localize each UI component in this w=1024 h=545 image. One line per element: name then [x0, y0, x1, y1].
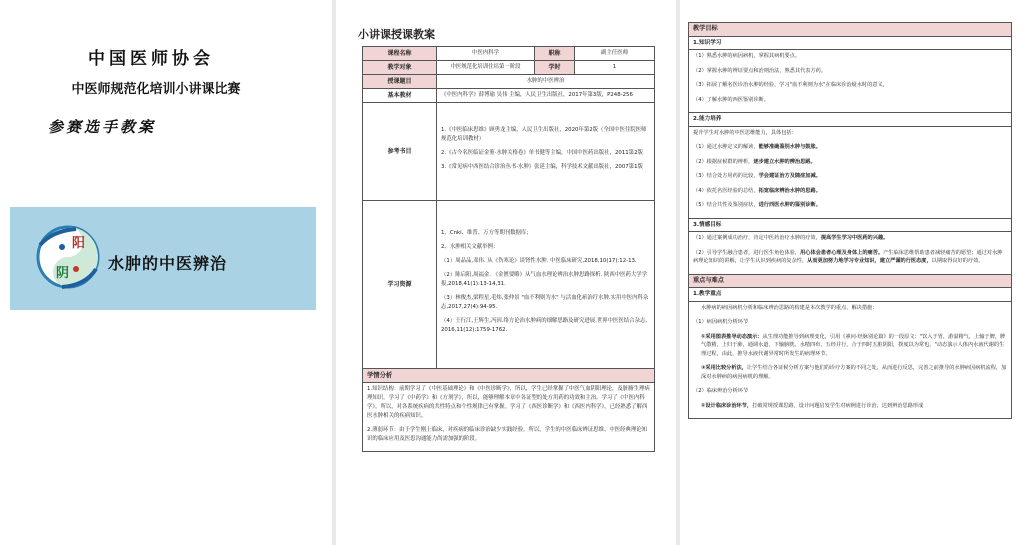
knowledge-item: （4）了解水肿的西医鉴别诊断。 [693, 96, 769, 103]
key-item: ②采用比较分析法，让学生结合各证候分析方案与他们的诊疗方案的不同之处，从而进行反思，完善之前推导的水肿病因病机流程，加深对水肿病的病因病机的理解。 [701, 365, 1007, 380]
resource-item: （4）王行江,王辉生,冯因.络方论治水肿病的细解思路及研究进展.世界中医医结合杂志,2016,11(12):1759-1762. [441, 318, 648, 333]
key-points-heading: 重点与难点 [689, 274, 1012, 288]
rank-value: 副主任医师 [575, 47, 655, 61]
refs-label: 参考书目 [363, 103, 437, 201]
emotion-item: （1）通过案例成功治疗，肯定中医药治疗水肿的疗效，提高学生学习中医药的兴趣。 [693, 235, 889, 241]
ability-item: （1）通过水肿定义的解读，能够准确鉴别水肿与鼓胀。 [693, 144, 821, 150]
audience-value: 中医规范化培训住培第一阶段 [437, 61, 535, 75]
resource-item: （2）陈启阳,周福金. 《金匮要略》从气血水理论辨治水肿思路探析. 陕西中医药大学学报,2018,41(1):13-14,31. [441, 272, 648, 287]
cover-competition-title: 中医师规范化培训小讲课比赛 [71, 82, 241, 97]
ref-item: 1.《中医临床思维》顾勇龙主编，人民卫生出版社，2020年第2版（全国中医住院医师规范化培训教材） [441, 127, 647, 142]
logo-yin-text: 阴 [56, 266, 70, 281]
knowledge-item: （3）拓展了解名医诊治水肿的经验，学习"血不利则为水"在临床诊治疑水时的意义。 [693, 82, 888, 88]
knowledge-list [689, 50, 1012, 113]
ability-heading: 2.能力培养 [689, 113, 1012, 127]
emotion-item: （2）引导学生融合患者，进行医生角色体验，用心体会患者心理及身体上的痛苦。产生临床思维帮助患者减轻痛苦的愿望；通过对水肿病理论知识的讲解，让学生认识到疾病的复杂性，从而更加努力地学习专业知识，建立严谨的行医态度，以期取得良好的疗效。 [693, 249, 1003, 264]
resources-list [437, 201, 655, 369]
lesson-plan-table [362, 46, 655, 452]
analysis-heading: 学情分析 [363, 369, 655, 383]
key-focus-heading: 1.教学重点 [689, 288, 1012, 302]
knowledge-heading: 1.知识学习 [689, 36, 1012, 50]
ref-item: 2.《古今名医临证金鉴·水肿关格卷》单书健等主编，中国中医药出版社，2011第2版 [441, 150, 643, 156]
cover-page [0, 0, 332, 545]
cover-banner [10, 207, 316, 310]
hours-label: 学时 [535, 61, 575, 75]
ability-list [689, 126, 1012, 218]
key-step: （1）病因病机分析环节 [693, 319, 749, 325]
resource-item: （3）林俊杰,梁程星,毛炜,张仲景 "血不利则为水" 与活血化瘀治疗水肿.实用中医内科杂志,2017,27(4):94-95. [441, 295, 649, 310]
analysis-item: 1.知识结构：前期学习了《中医基础理论》和《中医诊断学》，所以，学生已经掌握了中医气血阴阳理论，及脏腑生理病理知识。学习了《中药学》和《方剂学》，所以，能够理解本章中各证型的处方用药的功效和主治。学习了《中医内科学》，所以，对各系统疾病的共性特点和个性规律已有掌握。学习了《西医诊断学》和《西医内科学》，已经熟悉了解西医水肿相关的疾病知识。 [367, 386, 650, 419]
key-item: ①采用图表推导动态演示：从生理功能推导到病理变化，引用《素问·经脉别论篇》的一段原文："饮入于胃，游溢精气，上输于脾，脾气散精，上归于肺，通调水道，下输膀胱，水精四布，五经并行，合于四时五脏阴阳，揆度以为常也。"动态演示人体内水液代谢的生理过程，由此，推导水液代谢异常时所发生的病理环节。 [701, 333, 1006, 357]
key-intro: 水肿病的病因病机分析和临床辨治思路的构建是本次教学的重点，解决措施： [701, 304, 878, 311]
rank-label: 职称 [535, 47, 575, 61]
ability-item: （3）结合处方用药的比较，学会建证治方及随症加减。 [693, 173, 821, 179]
analysis-body [363, 383, 655, 452]
course-label: 课程名称 [363, 47, 437, 61]
resource-item: 1、Cnki、维普、万方等期刊数据库； [441, 230, 532, 236]
cover-banner-title: 水肿的中医辨治 [108, 254, 228, 273]
cover-org-title: 中国医师协会 [88, 49, 214, 69]
ability-item: （2）根据症候群的辨析，逐步建立水肿的辨治思路。 [693, 158, 816, 165]
ability-item: （5）结合共性及鉴别症状，进行西医水肿的鉴别诊断。 [693, 202, 821, 208]
ref-item: 3.《常见病中西医结合诊治丛书·水肿》张延主编，科学技术文献出版社，2007第1版 [441, 164, 643, 170]
resources-label: 学习资源 [363, 201, 437, 369]
key-item: ①设计临床诊治环节，打破常规授课思路，设计问题启发学生对病例进行诊治，达到辨治思路形成 [701, 402, 924, 409]
ability-intro: 提升学生对水肿的中医思维能力，具体包括： [693, 129, 797, 136]
goals-table [688, 22, 1012, 419]
emotion-heading: 3.情感目标 [689, 218, 1012, 232]
topic-value: 水肿的中医辨治 [437, 75, 655, 89]
emotion-list [689, 232, 1012, 275]
cover-subtitle: 参赛选手教案 [48, 118, 157, 136]
yin-yang-logo-icon [32, 217, 104, 297]
topic-label: 授课题目 [363, 75, 437, 89]
knowledge-item: （2）掌握水肿的辨证要点和治则治法，熟悉其代表方药。 [693, 67, 826, 74]
key-focus-body [689, 301, 1012, 419]
course-value: 中医内科学 [437, 47, 535, 61]
ability-item: （4）依托名医经验的总结，拓宽临床辨治水肿的思路。 [693, 187, 821, 194]
resource-item: 2、水肿相关文献举例： [441, 244, 499, 250]
goals-heading: 教学目标 [689, 23, 1012, 37]
knowledge-item: （1）熟悉水肿的病因病机，掌握其病机要点。 [693, 53, 801, 59]
lesson-plan-page [336, 0, 676, 545]
resource-item: （1）周品品,邓伟. 从《伤寒论》谈肾性水肿. 中医临床研究,2018,10(17):12-13. [441, 258, 637, 264]
key-step: （2）临床辨治分析环节 [693, 388, 749, 394]
logo-yang-text: 阳 [72, 236, 86, 251]
textbook-value: 《中医内科学》薛博瑜 吴伟 主编，人民卫生出版社，2017年第3版，P248-256 [437, 89, 655, 103]
analysis-item: 2.薄弱环节：由于学生刚上临床，对疾病的临床诊治缺少实践经验。所以，学生的中医临床辨证思维、中医经典理论知识的临床应用及医患沟通能力尚需加强的阶段。 [367, 427, 648, 442]
refs-list [437, 103, 655, 201]
audience-label: 教学对象 [363, 61, 437, 75]
textbook-label: 基本教材 [363, 89, 437, 103]
teaching-goals-page [680, 0, 1024, 545]
lesson-plan-title: 小讲课授课教案 [358, 28, 435, 41]
hours-value: 1 [575, 61, 655, 75]
